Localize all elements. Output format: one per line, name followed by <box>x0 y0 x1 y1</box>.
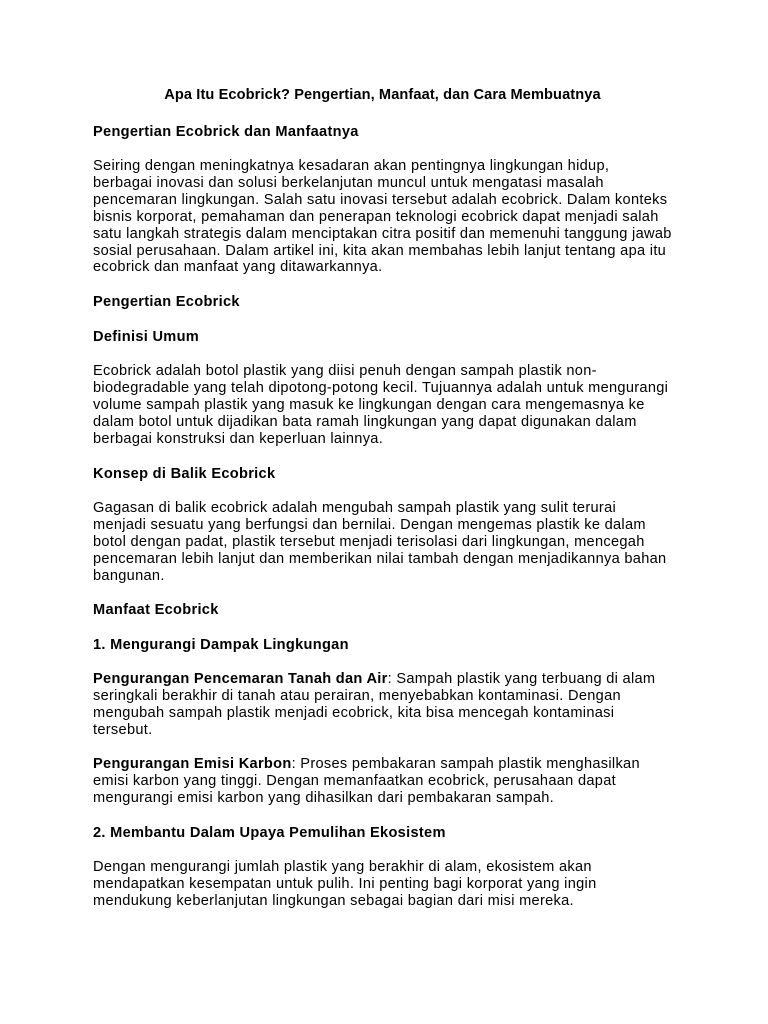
pencemaran-text: : Sampah plastik yang terbuang di alam seringkali berakhir di tanah atau perairan, menyebabkan kontaminasi. Dengan mengubah sampah plastik menjadi ecobrick, kita bisa mencegah kontaminasi tersebut. <box>93 671 656 739</box>
intro-paragraph: Seiring dengan meningkatnya kesadaran akan pentingnya lingkungan hidup, berbagai inovasi dan solusi berkelanjutan muncul untuk mengatasi masalah pencemaran lingkungan. Salah satu inovasi tersebut adalah ecobrick. Dalam konteks bisnis korporat, pemahaman dan penerapan teknologi ecobrick dapat menjadi salah satu langkah strategis dalam menciptakan citra positif dan memenuhi tanggung jawab sosial perusahaan. Dalam artikel ini, kita akan membahas lebih lanjut tentang apa itu ecobrick dan manfaat yang ditawarkannya. <box>93 158 672 276</box>
emisi-text: : Proses pembakaran sampah plastik menghasilkan emisi karbon yang tinggi. Dengan memanfaatkan ecobrick, perusahaan dapat mengurangi emisi karbon yang dihasilkan dari pembakaran sampah. <box>93 756 640 806</box>
subheading-konsep: Konsep di Balik Ecobrick <box>93 465 276 482</box>
section-heading-manfaat: Manfaat Ecobrick <box>93 602 219 619</box>
section-heading-pengertian: Pengertian Ecobrick <box>93 294 240 311</box>
pencemaran-paragraph <box>93 671 672 739</box>
subheading-definisi-umum: Definisi Umum <box>93 329 200 346</box>
pemulihan-paragraph: Dengan mengurangi jumlah plastik yang berakhir di alam, ekosistem akan mendapatkan kesempatan untuk pulih. Ini penting bagi korporat yang ingin mendukung keberlanjutan lingkungan sebagai bagian dari misi mereka. <box>93 858 597 909</box>
definisi-paragraph: Ecobrick adalah botol plastik yang diisi penuh dengan sampah plastik non-biodegradable yang telah dipotong-potong kecil. Tujuannya adalah untuk mengurangi volume sampah plastik yang masuk ke lingkungan dengan cara mengemasnya ke dalam botol untuk dijadikan bata ramah lingkungan yang dapat digunakan dalam berbagai konstruksi dan keperluan lainnya. <box>93 363 669 447</box>
subheading-mengurangi-dampak: 1. Mengurangi Dampak Lingkungan <box>93 637 349 654</box>
pencemaran-lead: Pengurangan Pencemaran Tanah dan Air <box>93 671 388 688</box>
section-heading-pengertian-manfaat: Pengertian Ecobrick dan Manfaatnya <box>93 124 359 140</box>
konsep-paragraph: Gagasan di balik ecobrick adalah mengubah sampah plastik yang sulit terurai menjadi sesuatu yang berfungsi dan bernilai. Dengan mengemas plastik ke dalam botol dengan padat, plastik tersebut menjadi terisolasi dari lingkungan, mencegah pencemaran lebih lanjut dan memberikan nilai tambah dengan menjadikannya bahan bangunan. <box>93 499 667 584</box>
subheading-pemulihan-ekosistem: 2. Membantu Dalam Upaya Pemulihan Ekosistem <box>93 824 446 841</box>
document-title: Apa Itu Ecobrick? Pengertian, Manfaat, dan Cara Membuatnya <box>164 87 601 103</box>
emisi-paragraph <box>93 756 672 807</box>
emisi-lead: Pengurangan Emisi Karbon <box>93 756 292 773</box>
